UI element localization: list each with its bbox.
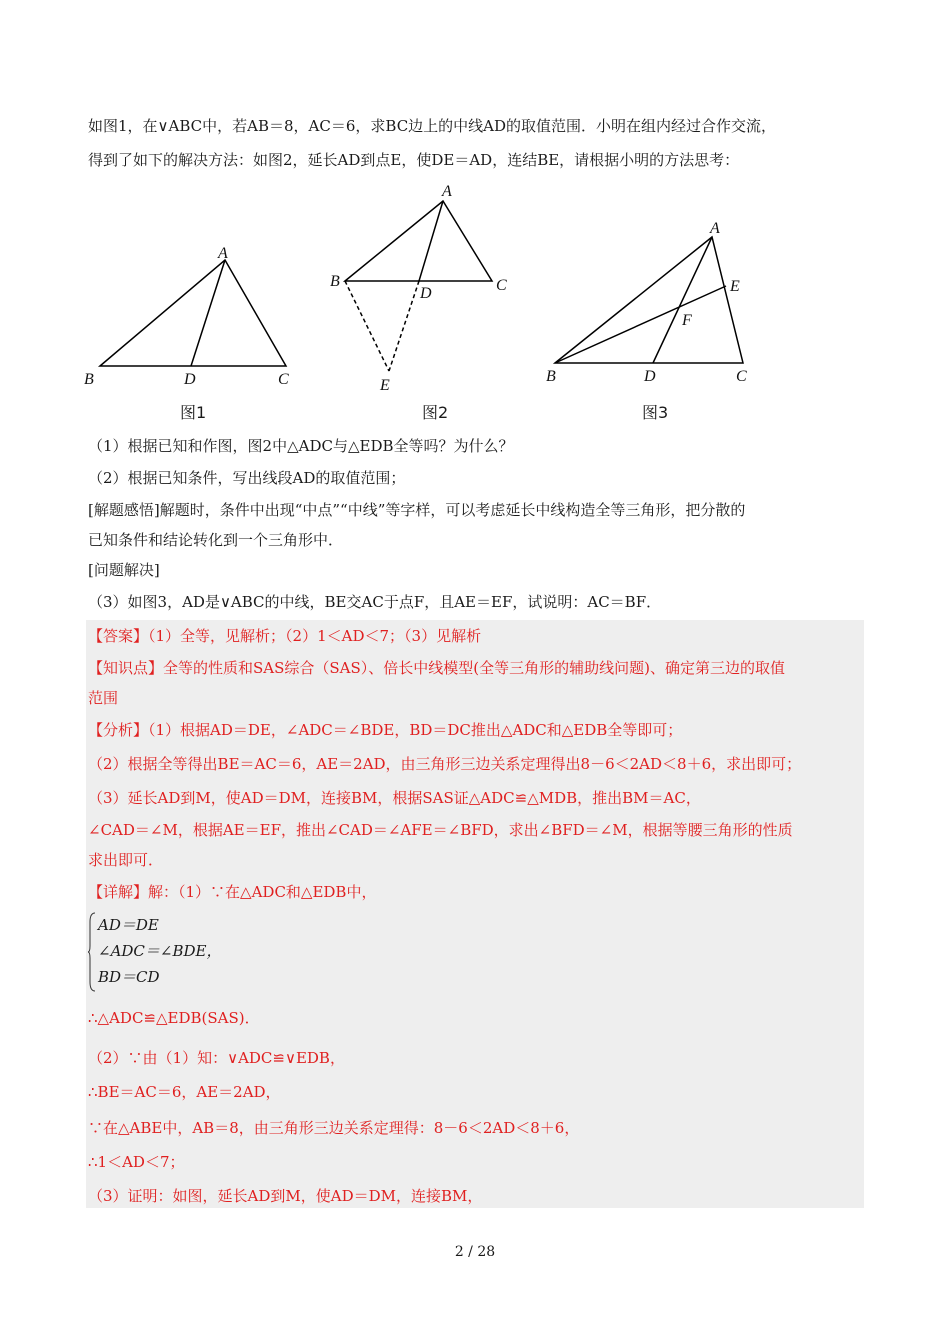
- intro-line-2: 得到了如下的解决方法：如图2，延长AD到点E，使DE＝AD，连结BE，请根据小明的方法思考：: [88, 151, 740, 169]
- analysis-line-2: （2）根据全等得出BE＝AC＝6，AE＝2AD，由三角形三边关系定理得出8－6＜2AD＜8＋6，求出即可；: [88, 755, 802, 773]
- fig2-label-c: C: [496, 277, 507, 294]
- fig3-label-b: B: [546, 368, 556, 385]
- answer-line: 【答案】（1）全等，见解析；（2）1＜AD＜7；（3）见解析: [88, 627, 482, 645]
- insight-line-2: 已知条件和结论转化到一个三角形中．: [88, 531, 344, 549]
- knowledge-point-line-2: 范围: [88, 689, 119, 707]
- intro-line-1: 如图1，在∨ABC中，若AB＝8，AC＝6，求BC边上的中线AD的取值范围．小明在组内经过合作交流，: [88, 117, 777, 135]
- knowledge-point-line-1: 【知识点】全等的性质和SAS综合（SAS）、倍长中线模型(全等三角形的辅助线问题)、确定第三边的取值: [88, 659, 785, 677]
- figure-2-triangle-diagram: [320, 178, 520, 400]
- fig3-label-e: E: [730, 278, 740, 295]
- detail-line-5: ∵在△ABE中，AB＝8，由三角形三边关系定理得：8－6＜2AD＜8＋6，: [88, 1119, 580, 1137]
- detail-line-2: ∴△ADC≌△EDB(SAS)．: [88, 1009, 260, 1027]
- figure-3-triangle-diagram: [540, 215, 770, 395]
- analysis-line-4: ∠CAD＝∠M，根据AE＝EF，推出∠CAD＝∠AFE＝∠BFD，求出∠BFD＝∠M，根据等腰三角形的性质: [88, 821, 793, 839]
- fig2-label-d: D: [420, 285, 432, 302]
- fig3-label-a: A: [710, 220, 720, 237]
- question-3: （3）如图3，AD是∨ABC的中线，BE交AC于点F，且AE＝EF，试说明：AC＝BF．: [88, 593, 662, 611]
- analysis-line-1: 【分析】（1）根据AD＝DE，∠ADC＝∠BDE，BD＝DC推出△ADC和△EDB全等即可；: [88, 721, 683, 739]
- question-1: （1）根据已知和作图，图2中△ADC与△EDB全等吗？为什么？: [88, 437, 514, 455]
- figure-1-triangle-diagram: [80, 240, 310, 390]
- system-equation-1: AD＝DE: [98, 916, 159, 934]
- fig2-label-b: B: [330, 273, 340, 290]
- system-equation-3: BD＝CD: [98, 968, 160, 986]
- page-number: 2 / 28: [454, 1244, 496, 1260]
- insight-line-1: [解题感悟]解题时，条件中出现“中点”“中线”等字样，可以考虑延长中线构造全等三角形，把分散的: [88, 501, 746, 519]
- fig3-label-c: C: [736, 368, 747, 385]
- fig2-label-e: E: [380, 377, 390, 394]
- analysis-line-5: 求出即可．: [88, 851, 164, 869]
- detail-line-3: （2）∵由（1）知：∨ADC≌∨EDB，: [88, 1049, 345, 1067]
- detail-line-4: ∴BE＝AC＝6，AE＝2AD，: [88, 1083, 281, 1101]
- fig2-label-a: A: [442, 183, 452, 200]
- fig1-label-a: A: [218, 245, 228, 262]
- figure-2-caption: 图2: [422, 403, 449, 422]
- figure-1-caption: 图1: [180, 403, 207, 422]
- problem-solving-heading: [问题解决]: [88, 561, 160, 579]
- fig1-label-b: B: [84, 371, 94, 388]
- fig3-label-d: D: [644, 368, 656, 385]
- detail-line-6: ∴1＜AD＜7；: [88, 1153, 185, 1171]
- fig3-label-f: F: [682, 312, 692, 329]
- fig1-label-c: C: [278, 371, 289, 388]
- system-equation-2: ∠ADC＝∠BDE，: [98, 942, 222, 960]
- detail-line-1: 【详解】解：（1）∵在△ADC和△EDB中，: [88, 883, 377, 901]
- question-2: （2）根据已知条件，写出线段AD的取值范围；: [88, 469, 406, 487]
- detail-line-7: （3）证明：如图，延长AD到M，使AD＝DM，连接BM，: [88, 1187, 483, 1205]
- fig1-label-d: D: [184, 371, 196, 388]
- analysis-line-3: （3）延长AD到M，使AD＝DM，连接BM，根据SAS证△ADC≌△MDB，推出BM＝AC，: [88, 789, 701, 807]
- system-brace: [88, 912, 96, 992]
- figure-3-caption: 图3: [642, 403, 669, 422]
